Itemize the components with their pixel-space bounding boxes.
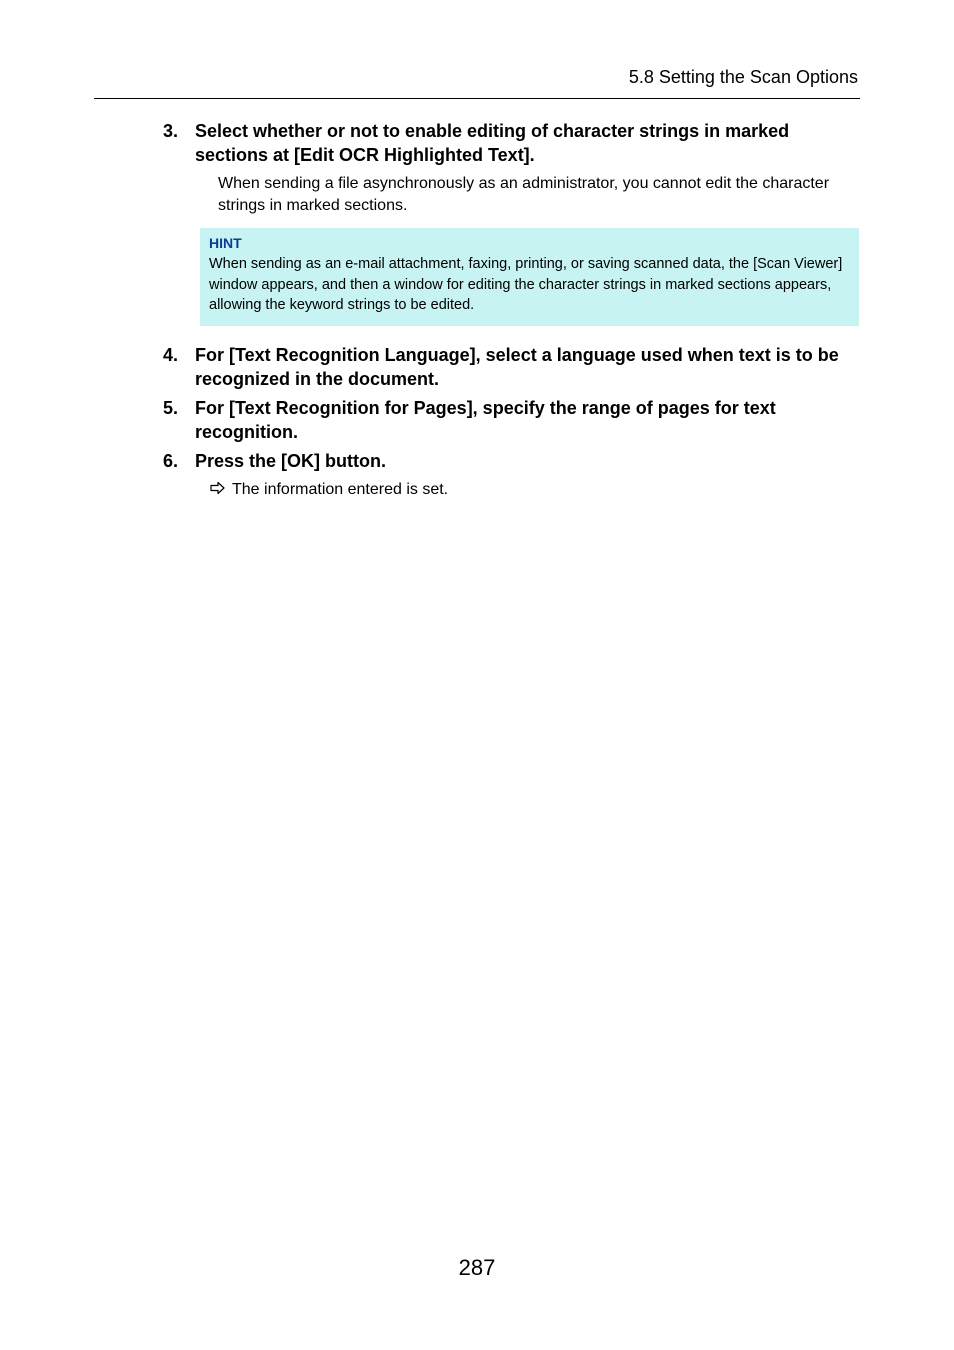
step-4 [163, 343, 859, 391]
step-text: For [Text Recognition Language], select a language used when text is to be recognized in the document. [195, 345, 839, 389]
step-6 [163, 449, 859, 473]
step-6-result [210, 479, 448, 501]
step-number: 4. [163, 345, 179, 365]
step-text: For [Text Recognition for Pages], specify the range of pages for text recognition. [195, 398, 776, 442]
step-3 [163, 119, 859, 167]
section-title: 5.8 Setting the Scan Options [628, 67, 858, 87]
hint-body: When sending as an e-mail attachment, faxing, printing, or saving scanned data, the [Scan Viewer] window appears, and then a window for editing the character strings in marked sections appears, allowing the keyword strings to be edited. [209, 256, 843, 313]
step-number: 3. [163, 121, 179, 141]
step-text: Press the [OK] button. [195, 451, 387, 471]
step-5 [163, 396, 859, 444]
result-text: The information entered is set. [232, 481, 449, 498]
header-divider [94, 98, 860, 99]
page-number: 287 [458, 1255, 496, 1280]
step-number: 6. [163, 451, 179, 471]
step-text: Select whether or not to enable editing of character strings in marked sections at [Edit OCR Highlighted Text]. [195, 121, 790, 165]
hint-label: HINT [209, 235, 242, 251]
hollow-right-arrow-icon [210, 481, 232, 495]
step-3-note: When sending a file asynchronously as an administrator, you cannot edit the character strings in marked sections. [218, 175, 830, 214]
step-number: 5. [163, 398, 179, 418]
hint-box [200, 228, 859, 326]
